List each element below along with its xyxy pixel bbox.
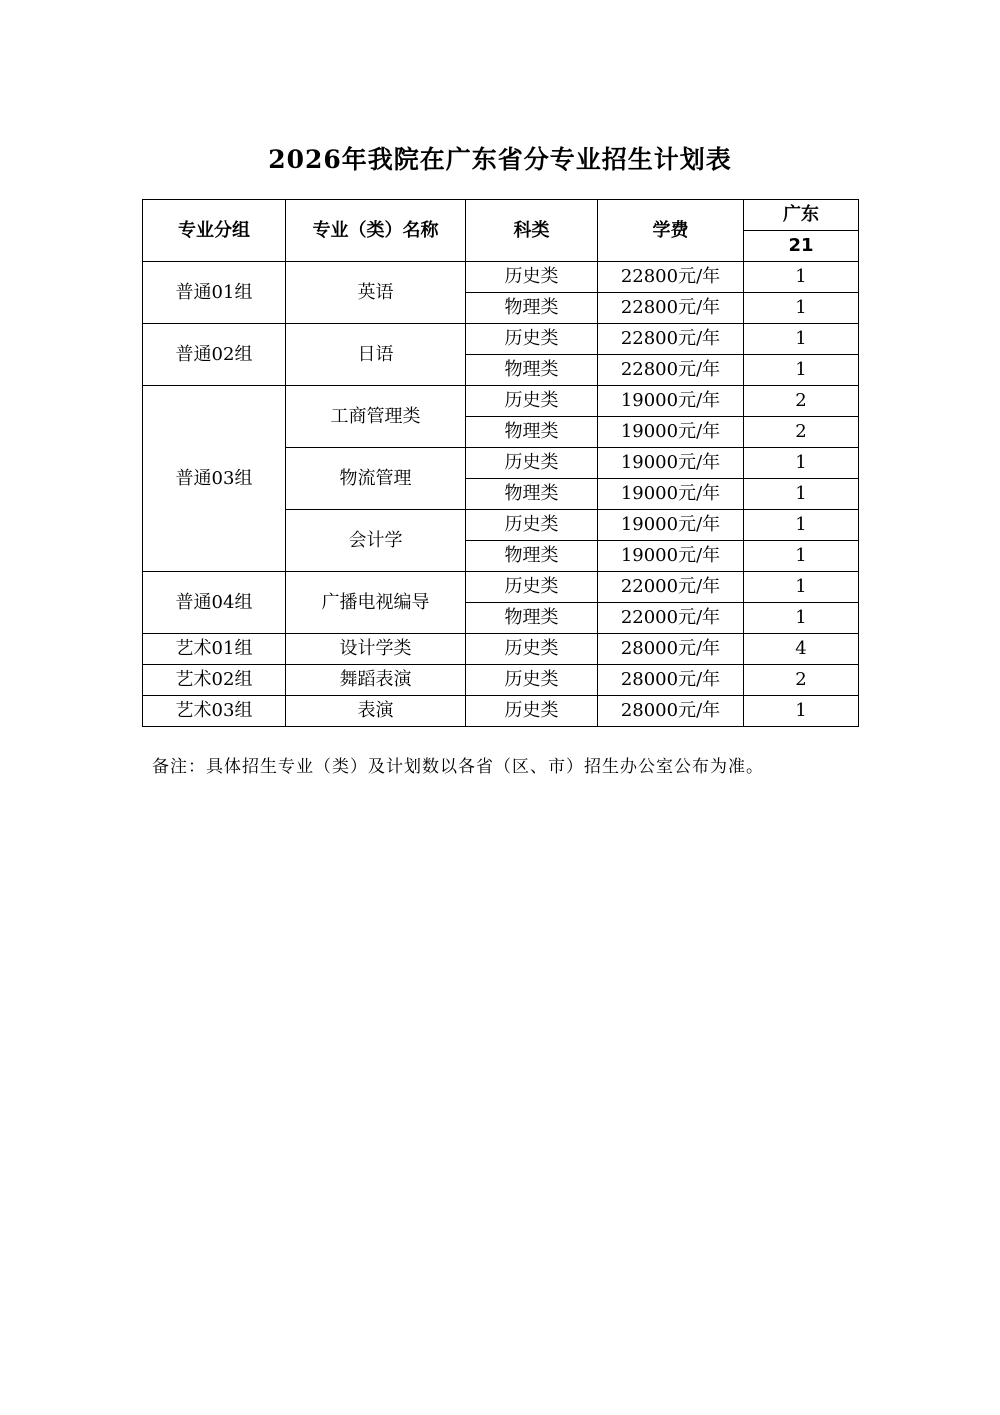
count-cell: 1 xyxy=(744,510,859,541)
subject-cell: 历史类 xyxy=(466,510,598,541)
subject-cell: 历史类 xyxy=(466,572,598,603)
subject-cell: 历史类 xyxy=(466,386,598,417)
header-major: 专业（类）名称 xyxy=(286,200,466,262)
count-cell: 4 xyxy=(744,634,859,665)
count-cell: 2 xyxy=(744,665,859,696)
count-cell: 1 xyxy=(744,541,859,572)
count-cell: 1 xyxy=(744,324,859,355)
subject-cell: 物理类 xyxy=(466,293,598,324)
table-row xyxy=(143,696,859,727)
subject-cell: 历史类 xyxy=(466,696,598,727)
fee-cell: 22800元/年 xyxy=(598,262,744,293)
major-cell: 会计学 xyxy=(286,510,466,572)
header-group: 专业分组 xyxy=(143,200,286,262)
group-cell: 艺术01组 xyxy=(143,634,286,665)
fee-cell: 19000元/年 xyxy=(598,479,744,510)
subject-cell: 物理类 xyxy=(466,603,598,634)
major-cell: 舞蹈表演 xyxy=(286,665,466,696)
count-cell: 1 xyxy=(744,696,859,727)
fee-cell: 28000元/年 xyxy=(598,634,744,665)
major-cell: 广播电视编导 xyxy=(286,572,466,634)
fee-cell: 19000元/年 xyxy=(598,386,744,417)
page-title: 2026年我院在广东省分专业招生计划表 xyxy=(268,145,732,174)
major-cell: 工商管理类 xyxy=(286,386,466,448)
subject-cell: 物理类 xyxy=(466,541,598,572)
fee-cell: 22000元/年 xyxy=(598,572,744,603)
fee-cell: 28000元/年 xyxy=(598,665,744,696)
subject-cell: 物理类 xyxy=(466,417,598,448)
fee-cell: 19000元/年 xyxy=(598,541,744,572)
count-cell: 1 xyxy=(744,572,859,603)
count-cell: 1 xyxy=(744,262,859,293)
fee-cell: 19000元/年 xyxy=(598,417,744,448)
count-cell: 2 xyxy=(744,386,859,417)
subject-cell: 历史类 xyxy=(466,324,598,355)
subject-cell: 物理类 xyxy=(466,355,598,386)
fee-cell: 22800元/年 xyxy=(598,293,744,324)
subject-cell: 历史类 xyxy=(466,262,598,293)
fee-cell: 22800元/年 xyxy=(598,355,744,386)
table-row xyxy=(143,572,859,603)
header-province: 广东 xyxy=(744,200,859,231)
group-cell: 艺术03组 xyxy=(143,696,286,727)
major-cell: 英语 xyxy=(286,262,466,324)
fee-cell: 28000元/年 xyxy=(598,696,744,727)
major-cell: 物流管理 xyxy=(286,448,466,510)
group-cell: 普通01组 xyxy=(143,262,286,324)
group-cell: 普通04组 xyxy=(143,572,286,634)
count-cell: 1 xyxy=(744,603,859,634)
group-cell: 艺术02组 xyxy=(143,665,286,696)
subject-cell: 历史类 xyxy=(466,634,598,665)
subject-cell: 历史类 xyxy=(466,448,598,479)
header-row xyxy=(143,200,859,231)
count-cell: 1 xyxy=(744,355,859,386)
header-subject: 科类 xyxy=(466,200,598,262)
table-row xyxy=(143,324,859,355)
count-cell: 2 xyxy=(744,417,859,448)
major-cell: 表演 xyxy=(286,696,466,727)
header-fee: 学费 xyxy=(598,200,744,262)
footnote: 备注：具体招生专业（类）及计划数以各省（区、市）招生办公室公布为准。 xyxy=(152,757,764,777)
group-cell: 普通03组 xyxy=(143,386,286,572)
table-row xyxy=(143,386,859,417)
count-cell: 1 xyxy=(744,479,859,510)
subject-cell: 物理类 xyxy=(466,479,598,510)
fee-cell: 19000元/年 xyxy=(598,448,744,479)
fee-cell: 19000元/年 xyxy=(598,510,744,541)
table-row xyxy=(143,634,859,665)
header-province-total: 21 xyxy=(744,231,859,262)
enrollment-plan-table xyxy=(142,199,859,727)
group-cell: 普通02组 xyxy=(143,324,286,386)
count-cell: 1 xyxy=(744,448,859,479)
fee-cell: 22800元/年 xyxy=(598,324,744,355)
table-row xyxy=(143,262,859,293)
major-cell: 日语 xyxy=(286,324,466,386)
major-cell: 设计学类 xyxy=(286,634,466,665)
table-row xyxy=(143,665,859,696)
fee-cell: 22000元/年 xyxy=(598,603,744,634)
subject-cell: 历史类 xyxy=(466,665,598,696)
count-cell: 1 xyxy=(744,293,859,324)
